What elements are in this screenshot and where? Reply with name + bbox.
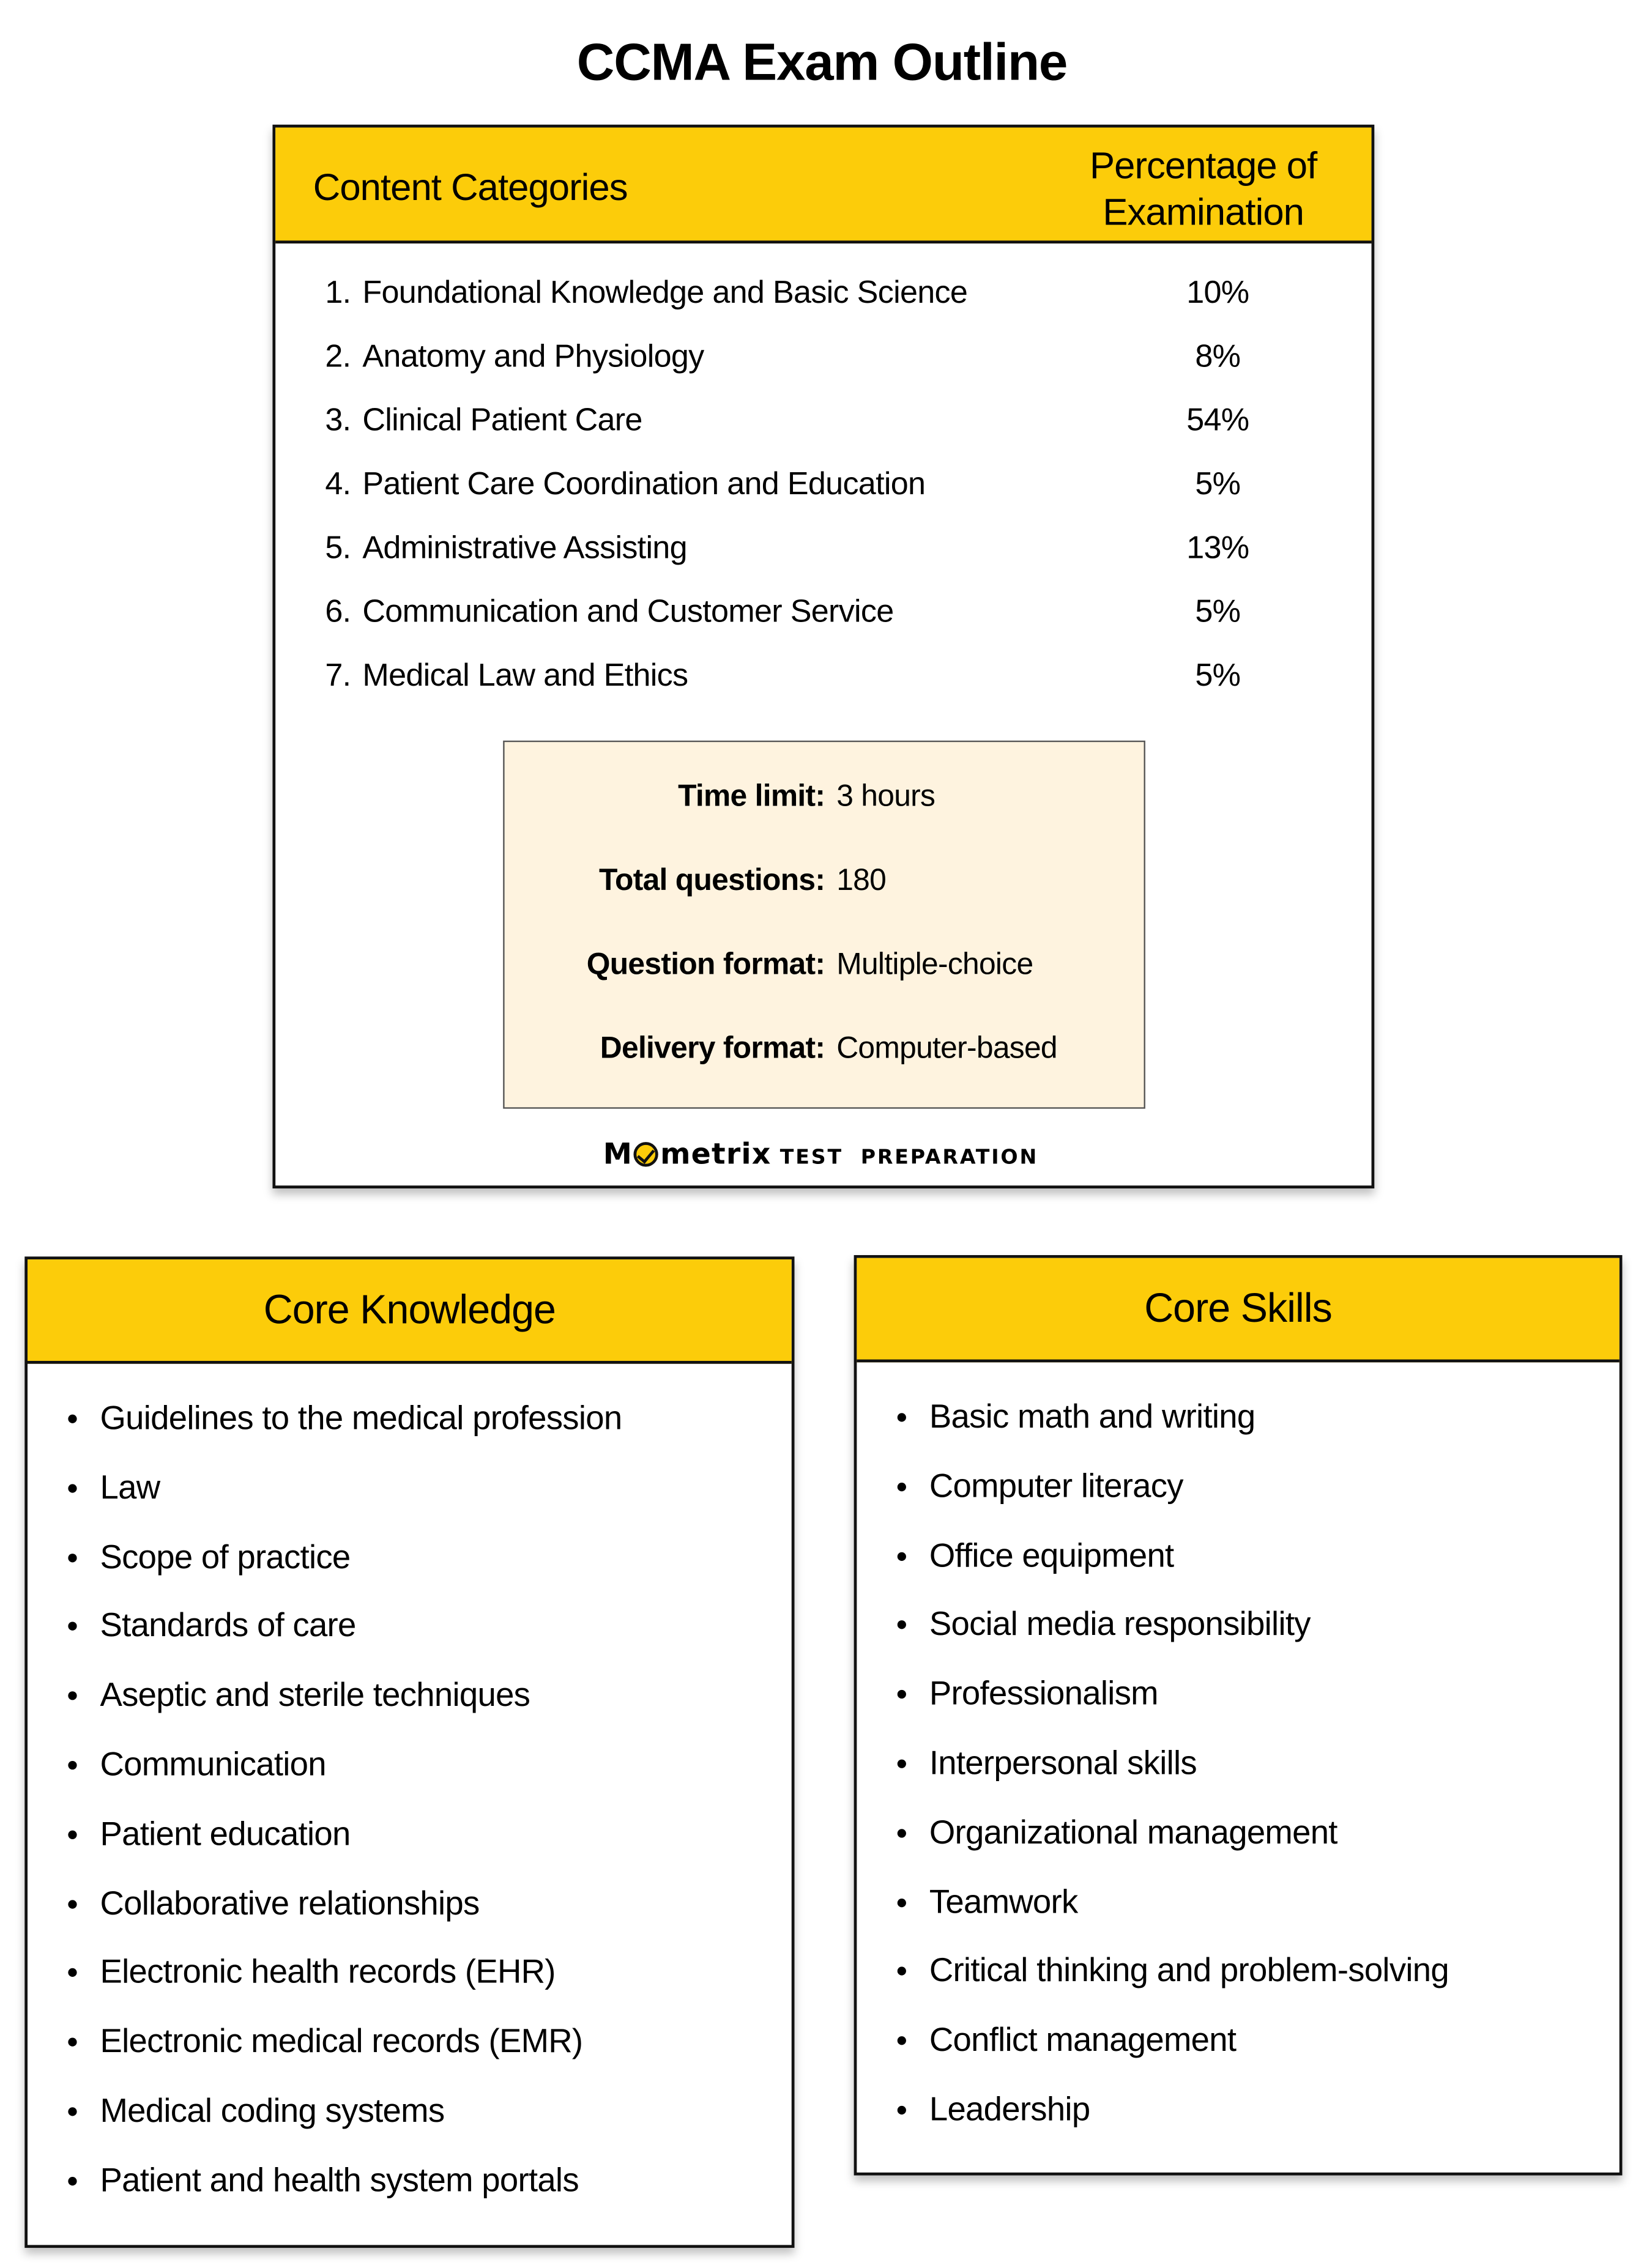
list-item: Communication xyxy=(68,1745,622,1814)
list-item: Medical coding systems xyxy=(68,2091,622,2160)
bullet-icon xyxy=(68,2107,76,2116)
category-row xyxy=(319,465,1334,509)
category-label: Patient Care Coordination and Education xyxy=(362,465,926,502)
brand-tagline: TEST PREPARATION xyxy=(779,1146,1039,1170)
category-label: Anatomy and Physiology xyxy=(362,338,704,374)
bullet-icon xyxy=(68,1415,76,1423)
bullet-icon xyxy=(898,1621,906,1629)
list-item: Office equipment xyxy=(898,1536,1449,1605)
list-item: Social media responsibility xyxy=(898,1605,1449,1674)
bullet-icon xyxy=(898,1413,906,1421)
list-item: Electronic medical records (EMR) xyxy=(68,2022,622,2091)
categories-column-header: Content Categories xyxy=(313,165,628,209)
info-key: Question format: xyxy=(586,947,825,982)
info-key: Time limit: xyxy=(678,779,825,813)
list-item: Computer literacy xyxy=(898,1466,1449,1535)
list-item: Law xyxy=(68,1468,622,1537)
info-row-time-limit xyxy=(505,780,1147,823)
category-row xyxy=(319,401,1334,445)
list-item: Collaborative relationships xyxy=(68,1883,622,1952)
list-item: Scope of practice xyxy=(68,1537,622,1606)
category-percentage: 5% xyxy=(1195,465,1241,502)
category-row xyxy=(319,338,1334,381)
bullet-icon xyxy=(68,1484,76,1492)
info-key: Total questions: xyxy=(599,864,825,897)
list-item: Interpersonal skills xyxy=(898,1743,1449,1812)
brand-name: M metrix xyxy=(603,1136,772,1171)
info-value: 180 xyxy=(836,864,887,897)
bullet-icon xyxy=(68,1692,76,1700)
bullet-icon xyxy=(898,2037,906,2045)
list-item: Basic math and writing xyxy=(898,1397,1449,1466)
category-row xyxy=(319,656,1334,700)
category-percentage: 5% xyxy=(1195,656,1241,693)
core-skills-list xyxy=(898,1397,1449,2159)
bullet-icon xyxy=(68,1830,76,1839)
category-percentage: 5% xyxy=(1195,593,1241,629)
bullet-icon xyxy=(68,1761,76,1770)
category-row xyxy=(319,529,1334,573)
category-label: Clinical Patient Care xyxy=(362,401,642,438)
bullet-icon xyxy=(898,1760,906,1768)
bullet-icon xyxy=(898,1829,906,1837)
list-item: Electronic health records (EHR) xyxy=(68,1953,622,2022)
info-value: Computer-based xyxy=(836,1032,1057,1065)
bullet-icon xyxy=(68,1899,76,1908)
info-row-total-questions xyxy=(505,864,1147,907)
core-knowledge-title: Core Knowledge xyxy=(28,1259,792,1364)
percentage-column-header: Percentage of Examination xyxy=(1090,143,1317,234)
category-number: 2. xyxy=(325,338,351,374)
category-percentage: 10% xyxy=(1186,273,1249,311)
category-row xyxy=(319,274,1334,317)
bullet-icon xyxy=(68,1969,76,1977)
category-number: 7. xyxy=(325,656,351,693)
list-item: Standards of care xyxy=(68,1606,622,1675)
bullet-icon xyxy=(68,1622,76,1631)
list-item: Conflict management xyxy=(898,2020,1449,2089)
category-label: Foundational Knowledge and Basic Science xyxy=(362,273,968,311)
category-label: Administrative Assisting xyxy=(362,528,687,566)
bullet-icon xyxy=(898,1898,906,1907)
checkmark-circle-icon xyxy=(634,1142,658,1166)
exam-info-box xyxy=(503,741,1145,1109)
category-label: Communication and Customer Service xyxy=(362,593,894,629)
category-row xyxy=(319,593,1334,636)
info-value: 3 hours xyxy=(836,779,935,813)
bullet-icon xyxy=(898,1483,906,1491)
exam-outline-panel xyxy=(272,125,1374,1188)
list-item: Critical thinking and problem-solving xyxy=(898,1951,1449,2020)
category-number: 1. xyxy=(325,273,351,311)
bullet-icon xyxy=(898,2106,906,2114)
bullet-icon xyxy=(898,1967,906,1976)
category-label: Medical Law and Ethics xyxy=(362,656,688,693)
bullet-icon xyxy=(68,2176,76,2185)
list-item: Guidelines to the medical profession xyxy=(68,1399,622,1468)
list-item: Aseptic and sterile techniques xyxy=(68,1676,622,1745)
category-number: 4. xyxy=(325,465,351,502)
list-item: Patient and health system portals xyxy=(68,2160,622,2229)
info-row-delivery-format xyxy=(505,1032,1147,1075)
mometrix-logo xyxy=(603,1136,1038,1171)
category-percentage: 54% xyxy=(1186,401,1249,438)
list-item: Organizational management xyxy=(898,1813,1449,1882)
category-percentage: 8% xyxy=(1195,338,1241,374)
info-value: Multiple-choice xyxy=(836,947,1033,982)
list-item: Professionalism xyxy=(898,1674,1449,1743)
bullet-icon xyxy=(898,1552,906,1560)
list-item: Teamwork xyxy=(898,1882,1449,1951)
core-knowledge-panel xyxy=(24,1256,794,2248)
outline-header xyxy=(275,128,1371,244)
info-key: Delivery format: xyxy=(600,1032,825,1065)
bullet-icon xyxy=(68,2038,76,2047)
info-row-question-format xyxy=(505,948,1147,991)
list-item: Patient education xyxy=(68,1814,622,1883)
category-number: 6. xyxy=(325,593,351,629)
core-knowledge-list xyxy=(68,1399,622,2230)
bullet-icon xyxy=(68,1553,76,1562)
category-number: 5. xyxy=(325,528,351,566)
core-skills-title: Core Skills xyxy=(857,1258,1619,1363)
core-skills-panel xyxy=(854,1255,1623,2176)
category-number: 3. xyxy=(325,401,351,438)
page-title: CCMA Exam Outline xyxy=(576,32,1068,92)
bullet-icon xyxy=(898,1690,906,1699)
category-percentage: 13% xyxy=(1186,528,1249,566)
list-item: Leadership xyxy=(898,2090,1449,2159)
